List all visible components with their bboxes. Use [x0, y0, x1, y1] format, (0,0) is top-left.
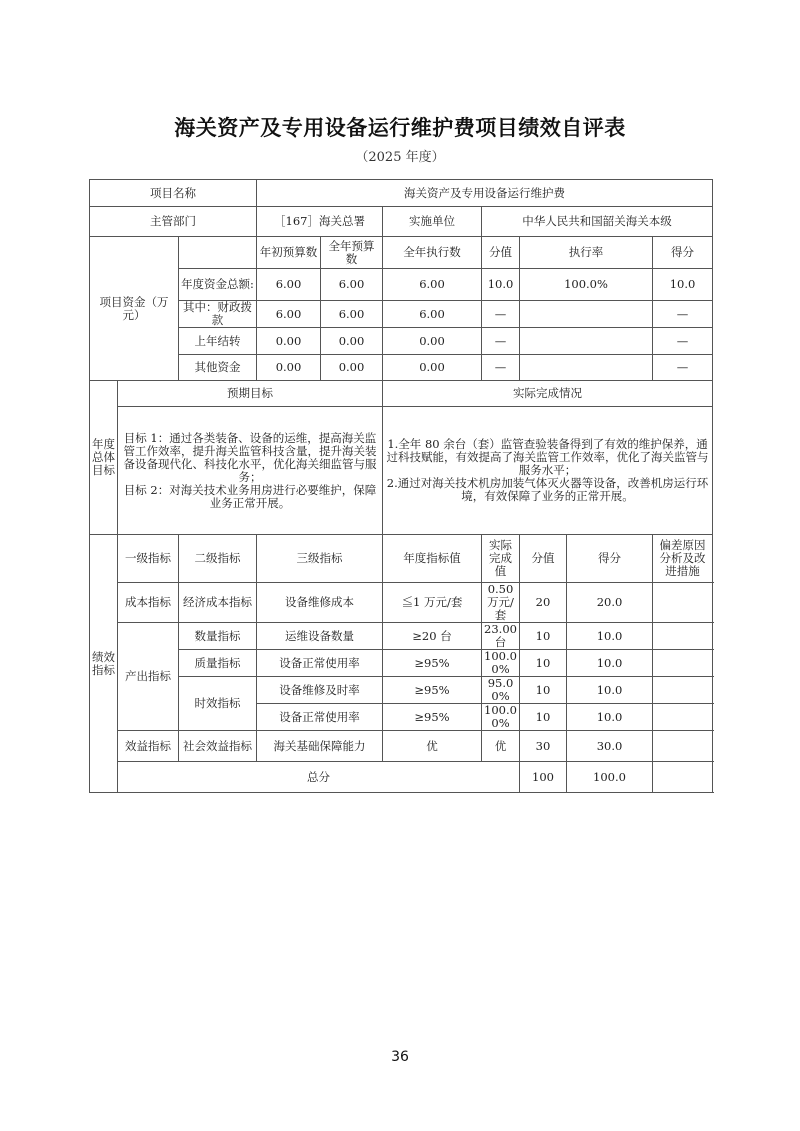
funds-empty-header	[179, 237, 257, 269]
funds-header-row	[90, 237, 713, 269]
perf-actual: 0.50 万元/套	[482, 583, 520, 623]
funds-initial: 0.00	[257, 355, 321, 381]
funds-header-weight: 分值	[482, 237, 520, 269]
funds-rate	[520, 301, 653, 328]
perf-actual: 优	[482, 731, 520, 762]
funds-initial: 6.00	[257, 301, 321, 328]
perf-actual: 23.00 台	[482, 623, 520, 650]
actual-goal-content: 1.全年 80 余台（套）监管查验装备得到了有效的维护保养，通过科技赋能，有效提高了海关监管工作效率，优化了海关监管与服务水平； 2.通过对海关技术机房加装气体灭火器等设备，改善机房运行环境，有效保障了业务的正常开展。	[386, 437, 709, 503]
goals-header-row	[90, 381, 713, 407]
perf-score: 10.0	[567, 677, 653, 704]
perf-score: 10.0	[567, 623, 653, 650]
perf-header-row	[90, 535, 713, 583]
page-title: 海关资产及专用设备运行维护费项目绩效自评表	[174, 116, 626, 140]
perf-header-weight: 分值	[520, 535, 567, 583]
total-score: 100.0	[567, 762, 653, 793]
evaluation-table	[89, 179, 713, 793]
goals-label: 年度总体目标	[90, 381, 118, 535]
perf-weight: 10	[520, 650, 567, 677]
funds-row	[90, 355, 713, 381]
funds-rate	[520, 328, 653, 355]
funds-executed: 6.00	[383, 301, 482, 328]
perf-level3: 运维设备数量	[257, 623, 383, 650]
perf-header-level3: 三级指标	[257, 535, 383, 583]
funds-score: —	[653, 328, 713, 355]
funds-annual: 6.00	[321, 269, 383, 301]
funds-annual: 6.00	[321, 301, 383, 328]
perf-weight: 10	[520, 623, 567, 650]
impl-value: 中华人民共和国韶关海关本级	[482, 207, 713, 237]
sub-social: 社会效益指标	[179, 731, 257, 762]
total-weight: 100	[520, 762, 567, 793]
perf-actual: 95.00%	[482, 677, 520, 704]
funds-executed: 0.00	[383, 328, 482, 355]
perf-weight: 10	[520, 677, 567, 704]
funds-row-label: 其他资金	[179, 355, 257, 381]
perf-actual: 100.00%	[482, 650, 520, 677]
perf-deviation	[653, 731, 713, 762]
group-benefit: 效益指标	[118, 731, 179, 762]
perf-deviation	[653, 704, 713, 731]
sub-quality: 质量指标	[179, 650, 257, 677]
funds-row	[90, 269, 713, 301]
perf-score: 30.0	[567, 731, 653, 762]
total-label: 总分	[118, 762, 520, 793]
project-name-label: 项目名称	[90, 180, 257, 207]
funds-weight: —	[482, 328, 520, 355]
perf-actual: 100.00%	[482, 704, 520, 731]
perf-header-target: 年度指标值	[383, 535, 482, 583]
funds-score: —	[653, 301, 713, 328]
perf-deviation	[653, 583, 713, 623]
funds-row-label: 其中：财政拨款	[179, 301, 257, 328]
funds-header-score: 得分	[653, 237, 713, 269]
funds-executed: 0.00	[383, 355, 482, 381]
perf-row	[90, 650, 713, 677]
perf-score: 20.0	[567, 583, 653, 623]
expected-goal-text	[118, 407, 383, 535]
perf-level3: 设备维修及时率	[257, 677, 383, 704]
funds-row	[90, 328, 713, 355]
perf-weight: 20	[520, 583, 567, 623]
perf-row	[90, 623, 713, 650]
actual-goal-text	[383, 407, 713, 535]
funds-annual: 0.00	[321, 328, 383, 355]
funds-annual: 0.00	[321, 355, 383, 381]
funds-initial: 6.00	[257, 269, 321, 301]
funds-executed: 6.00	[383, 269, 482, 301]
perf-weight: 30	[520, 731, 567, 762]
perf-deviation	[653, 677, 713, 704]
group-output: 产出指标	[118, 623, 179, 731]
perf-deviation	[653, 650, 713, 677]
funds-weight: 10.0	[482, 269, 520, 301]
funds-score: 10.0	[653, 269, 713, 301]
page-number: 36	[391, 1049, 409, 1065]
perf-level3: 设备正常使用率	[257, 650, 383, 677]
total-deviation	[653, 762, 713, 793]
perf-target: ≥95%	[383, 704, 482, 731]
perf-row	[90, 583, 713, 623]
funds-header-executed: 全年执行数	[383, 237, 482, 269]
funds-rate: 100.0%	[520, 269, 653, 301]
perf-level3: 设备维修成本	[257, 583, 383, 623]
funds-weight: —	[482, 355, 520, 381]
perf-row	[90, 731, 713, 762]
perf-header-score: 得分	[567, 535, 653, 583]
perf-target: ≥20 台	[383, 623, 482, 650]
perf-deviation	[653, 623, 713, 650]
goals-content-row	[90, 407, 713, 535]
perf-label: 绩效指标	[90, 535, 118, 793]
sub-timeliness: 时效指标	[179, 677, 257, 731]
funds-weight: —	[482, 301, 520, 328]
funds-row-label: 上年结转	[179, 328, 257, 355]
group-cost: 成本指标	[118, 583, 179, 623]
perf-target: ≦1 万元/套	[383, 583, 482, 623]
perf-score: 10.0	[567, 650, 653, 677]
dept-row	[90, 207, 713, 237]
project-name-row	[90, 180, 713, 207]
funds-row-label: 年度资金总额:	[179, 269, 257, 301]
perf-level3: 海关基础保障能力	[257, 731, 383, 762]
funds-rate	[520, 355, 653, 381]
funds-header-annual: 全年预算数	[321, 237, 383, 269]
perf-header-actual: 实际完成值	[482, 535, 520, 583]
sub-quantity: 数量指标	[179, 623, 257, 650]
sub-econ-cost: 经济成本指标	[179, 583, 257, 623]
actual-goal-header: 实际完成情况	[383, 381, 713, 407]
page-subtitle: （2025 年度）	[355, 150, 445, 165]
impl-label: 实施单位	[383, 207, 482, 237]
perf-header-deviation: 偏差原因分析及改进措施	[653, 535, 713, 583]
expected-goal-header: 预期目标	[118, 381, 383, 407]
perf-score: 10.0	[567, 704, 653, 731]
dept-value: ［167］海关总署	[257, 207, 383, 237]
perf-header-level2: 二级指标	[179, 535, 257, 583]
perf-target: 优	[383, 731, 482, 762]
total-row	[90, 762, 713, 793]
perf-header-level1: 一级指标	[118, 535, 179, 583]
funds-header-rate: 执行率	[520, 237, 653, 269]
perf-row	[90, 677, 713, 704]
funds-label: 项目资金（万元）	[90, 237, 179, 381]
funds-initial: 0.00	[257, 328, 321, 355]
perf-level3: 设备正常使用率	[257, 704, 383, 731]
perf-target: ≥95%	[383, 650, 482, 677]
perf-target: ≥95%	[383, 677, 482, 704]
project-name-value: 海关资产及专用设备运行维护费	[257, 180, 713, 207]
expected-goal-content: 目标 1：通过各类装备、设备的运维，提高海关监管工作效率，提升海关监管科技含量，提升海关装备设备现代化、科技化水平，优化海关细监管与服务； 目标 2：对海关技术业务用房进行必要维护，保障业务正常开展。	[123, 430, 377, 510]
dept-label: 主管部门	[90, 207, 257, 237]
funds-score: —	[653, 355, 713, 381]
funds-row	[90, 301, 713, 328]
funds-header-initial: 年初预算数	[257, 237, 321, 269]
perf-weight: 10	[520, 704, 567, 731]
